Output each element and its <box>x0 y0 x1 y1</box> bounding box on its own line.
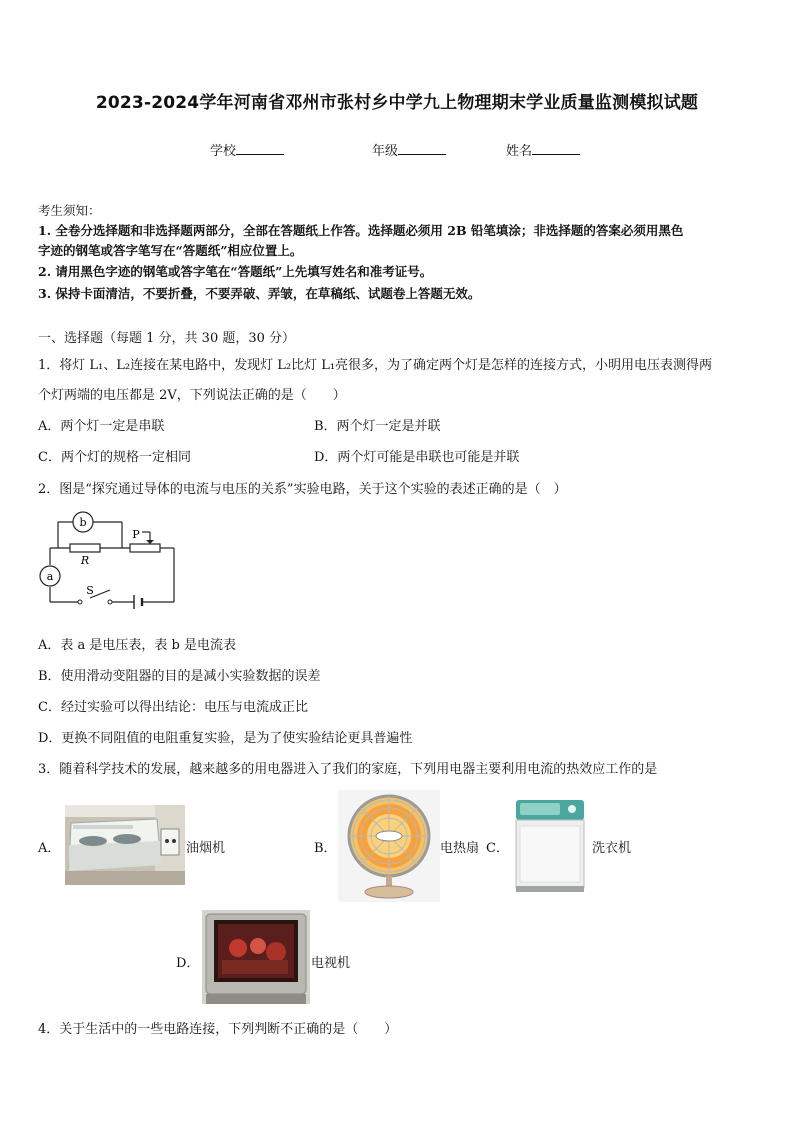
switch-contact-right <box>108 600 112 604</box>
washing-machine-image <box>510 792 590 894</box>
name-field <box>506 140 580 159</box>
q1-stem-line2: 个灯两端的电压都是 2V，下列说法正确的是（ ） <box>38 388 346 403</box>
notice-heading: 考生须知： <box>38 203 101 218</box>
q2-option-d: D．更换不同阻值的电阻重复实验，是为了使实验结论更具普遍性 <box>38 731 413 746</box>
switch-label: S <box>86 584 94 597</box>
q3-option-c-letter: C． <box>486 841 509 856</box>
meter-a-label: a <box>46 570 54 583</box>
q3-option-a-letter: A． <box>38 841 61 856</box>
school-label: 学校 <box>210 144 237 159</box>
q1-option-b: B．两个灯一定是并联 <box>314 419 441 434</box>
q3-option-b-label: 电热扇 <box>440 841 480 856</box>
television-image <box>202 910 310 1004</box>
q1-option-c: C．两个灯的规格一定相同 <box>38 450 191 465</box>
name-label: 姓名 <box>506 144 533 159</box>
switch-contact-left <box>78 600 82 604</box>
q2-option-c: C．经过实验可以得出结论：电压与电流成正比 <box>38 700 308 715</box>
grade-label: 年级 <box>372 144 399 159</box>
notice-line2: 2. 请用黑色字迹的钢笔或答字笔在“答题纸”上先填写姓名和准考证号。 <box>38 264 433 279</box>
q1-option-a: A．两个灯一定是串联 <box>38 419 165 434</box>
slider-label: P <box>132 528 140 541</box>
range-hood-image <box>65 805 185 885</box>
notice-line3: 3. 保持卡面清洁，不要折叠，不要弄破、弄皱，在草稿纸、试题卷上答题无效。 <box>38 286 481 301</box>
q2-stem: 2．图是“探究通过导体的电流与电压的关系”实验电路，关于这个实验的表述正确的是（ ） <box>38 482 567 497</box>
q1-option-d: D．两个灯可能是串联也可能是并联 <box>314 450 520 465</box>
school-field <box>210 140 284 159</box>
q1-stem-line1: 1．将灯 L₁、L₂连接在某电路中，发现灯 L₂比灯 L₁亮很多，为了确定两个灯是怎样的连接方式，小明用电压表测得两 <box>38 358 713 373</box>
q3-option-d-label: 电视机 <box>311 956 351 971</box>
slide-rheostat <box>130 544 160 552</box>
name-blank <box>532 142 580 155</box>
page-title: 2023-2024学年河南省邓州市张村乡中学九上物理期末学业质量监测模拟试题 <box>95 93 699 113</box>
section-heading: 一、选择题（每题 1 分，共 30 题，30 分） <box>38 331 296 346</box>
resistor-label: R <box>80 554 90 567</box>
q3-option-b-letter: B． <box>314 841 337 856</box>
grade-blank <box>398 142 446 155</box>
circuit-diagram <box>38 510 186 610</box>
q3-option-d-letter: D． <box>176 956 200 971</box>
q3-option-c-label: 洗衣机 <box>592 841 632 856</box>
electric-heater-image <box>338 790 440 902</box>
q4-stem: 4．关于生活中的一些电路连接，下列判断不正确的是（ ） <box>38 1022 398 1037</box>
notice-line1b: 字迹的钢笔或答字笔写在“答题纸”相应位置上。 <box>38 243 303 258</box>
q3-stem: 3．随着科学技术的发展，越来越多的用电器进入了我们的家庭，下列用电器主要利用电流的热效应工作的是 <box>38 762 658 777</box>
grade-field <box>372 140 446 159</box>
q2-option-b: B．使用滑动变阻器的目的是减小实验数据的误差 <box>38 669 321 684</box>
q3-option-a-label: 油烟机 <box>186 841 226 856</box>
resistor-r <box>70 544 100 552</box>
q2-option-a: A．表 a 是电压表，表 b 是电流表 <box>38 638 236 653</box>
meter-b-label: b <box>79 516 87 529</box>
school-blank <box>236 142 284 155</box>
notice-line1a: 1. 全卷分选择题和非选择题两部分，全部在答题纸上作答。选择题必须用 2B 铅笔填涂；非选择题的答案必须用黑色 <box>38 223 684 238</box>
